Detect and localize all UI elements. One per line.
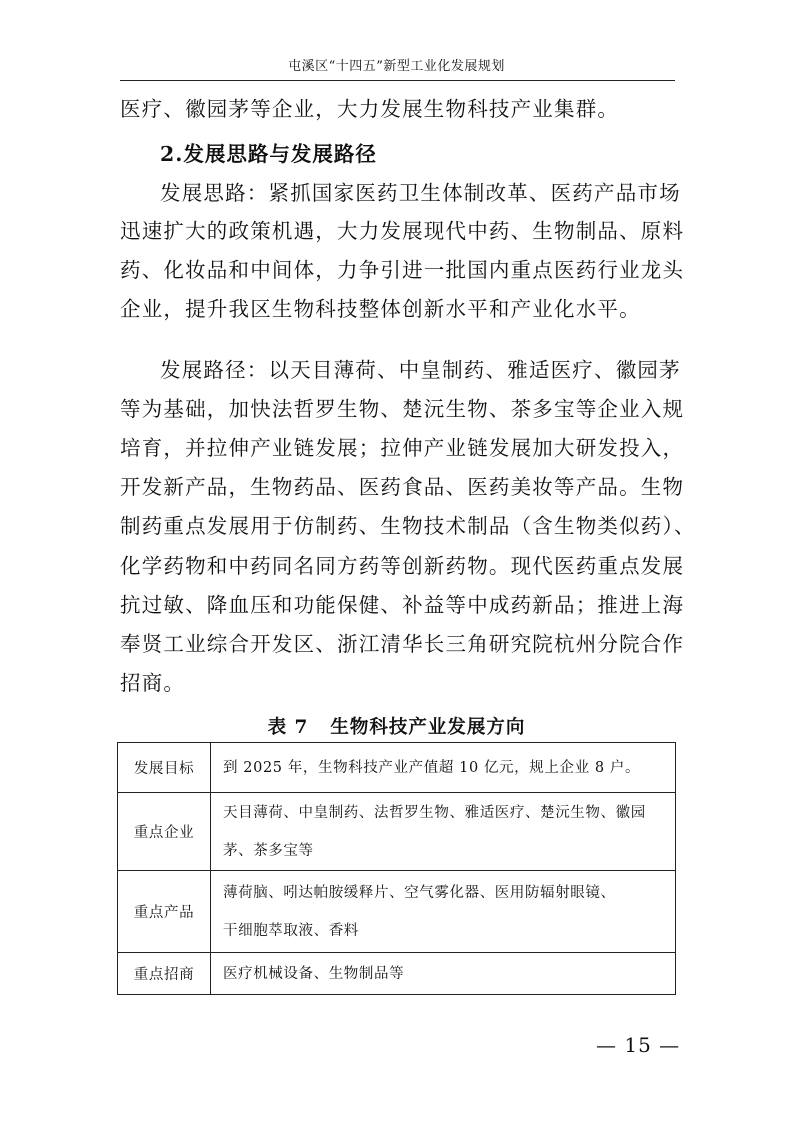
paragraph-line: 抗过敏、降血压和功能保健、补益等中成药新品；推进上海 [120,593,685,617]
section-heading: 2.发展思路与发展路径 [160,142,377,166]
row-label: 发展目标 [118,743,211,793]
row-content-line: 干细胞萃取液、香料 [223,922,359,939]
row-content [211,793,676,871]
header-divider [120,80,675,81]
row-label: 重点招商 [118,953,211,995]
row-content-line: 薄荷脑、吲达帕胺缓释片、空气雾化器、医用防辐射眼镜、 [223,884,616,901]
paragraph-line: 奉贤工业综合开发区、浙江清华长三角研究院杭州分院合作 [120,632,685,656]
table-row [118,793,676,871]
development-direction-table [117,742,676,995]
running-header: 屯溪区“十四五”新型工业化发展规划 [288,59,505,74]
paragraph-line: 企业，提升我区生物科技整体创新水平和产业化水平。 [120,297,641,321]
paragraph-line: 迅速扩大的政策机遇，大力发展现代中药、生物制品、原料 [120,219,685,243]
row-content-line: 医疗机械设备、生物制品等 [223,965,405,982]
paragraph-line: 医疗、徽园茅等企业，大力发展生物科技产业集群。 [120,97,620,121]
paragraph-line: 药、化妆品和中间体，力争引进一批国内重点医药行业龙头 [120,258,685,282]
table-row [118,743,676,793]
row-content [211,743,676,793]
row-content-line: 到 2025 年，生物科技产业产值超 10 亿元，规上企业 8 户。 [223,759,641,776]
table-row [118,953,676,995]
paragraph-line: 化学药物和中药同名同方药等创新药物。现代医药重点发展 [120,554,685,578]
table-row [118,871,676,953]
paragraph-line: 培育，并拉伸产业链发展；拉伸产业链发展加大研发投入， [120,436,685,460]
page-number: — 15 — [596,1033,681,1057]
paragraph-line: 制药重点发展用于仿制药、生物技术制品（含生物类似药）、 [120,514,696,538]
row-label: 重点企业 [118,793,211,871]
paragraph-line: 发展思路：紧抓国家医药卫生体制改革、医药产品市场 [160,181,681,205]
table-caption-number: 表 7 [267,717,309,738]
row-label: 重点产品 [118,871,211,953]
row-content [211,871,676,953]
paragraph-line: 招商。 [120,671,186,695]
table-caption-title: 生物科技产业发展方向 [330,717,526,738]
table-caption [0,716,793,740]
row-content [211,953,676,995]
paragraph-line: 发展路径：以天目薄荷、中皇制药、雅适医疗、徽园茅 [160,358,681,382]
paragraph-line: 开发新产品，生物药品、医药食品、医药美妆等产品。生物 [120,475,685,499]
row-content-line: 天目薄荷、中皇制药、法哲罗生物、雅适医疗、楚沅生物、徽园 [223,804,646,821]
row-content-line: 茅、茶多宝等 [223,842,314,859]
paragraph-line: 等为基础，加快法哲罗生物、楚沅生物、茶多宝等企业入规 [120,397,685,421]
